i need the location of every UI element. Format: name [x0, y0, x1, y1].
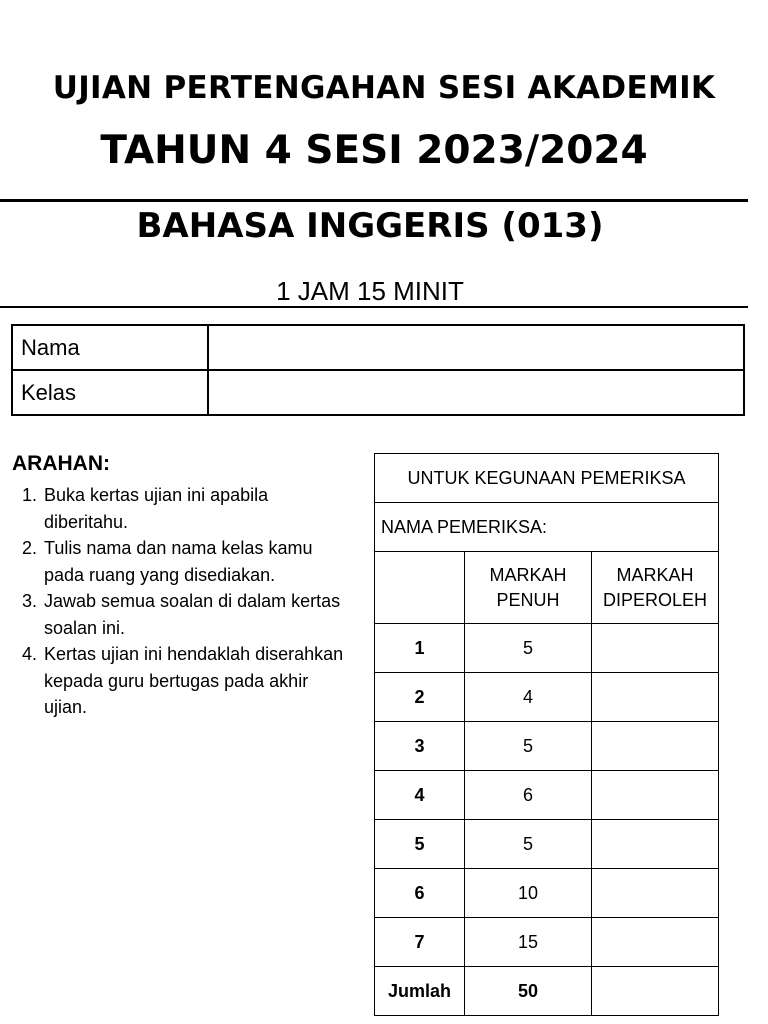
name-label: Nama: [12, 325, 208, 370]
table-row: [375, 771, 719, 820]
question-number: 1: [375, 624, 465, 673]
table-row: [375, 918, 719, 967]
examiner-table: [374, 453, 719, 1016]
full-marks: 4: [465, 673, 592, 722]
full-marks-header-line1: MARKAH: [489, 564, 567, 585]
instruction-number: 2.: [22, 538, 38, 558]
instruction-text: Kertas ujian ini hendaklah diserahkan kepada guru bertugas pada akhir ujian.: [44, 644, 344, 717]
marks-header-row: [375, 552, 719, 624]
student-info-form: [11, 324, 745, 416]
full-marks-header-line2: PENUH: [496, 589, 560, 610]
examiner-table-title-row: [375, 454, 719, 503]
full-marks: 5: [465, 820, 592, 869]
exam-duration: 1 JAM 15 MINIT: [276, 276, 464, 306]
divider-bottom: [0, 306, 748, 308]
full-marks: 10: [465, 869, 592, 918]
instruction-number: 4.: [22, 644, 38, 664]
question-number: 4: [375, 771, 465, 820]
question-number: 7: [375, 918, 465, 967]
question-number: 2: [375, 673, 465, 722]
full-marks-header: [465, 552, 592, 624]
class-label: Kelas: [12, 370, 208, 415]
full-marks: 6: [465, 771, 592, 820]
question-number: 3: [375, 722, 465, 771]
full-marks: 15: [465, 918, 592, 967]
divider-top: [0, 199, 748, 202]
table-row: [375, 624, 719, 673]
instructions-heading: ARAHAN:: [12, 452, 110, 475]
instruction-item: [12, 482, 352, 535]
instruction-item: [12, 588, 352, 641]
table-row: [375, 869, 719, 918]
obtained-marks[interactable]: [592, 869, 719, 918]
examiner-name-label: NAMA PEMERIKSA:: [375, 503, 719, 552]
table-row: [375, 673, 719, 722]
instruction-item: [12, 641, 352, 721]
obtained-marks[interactable]: [592, 820, 719, 869]
obtained-marks[interactable]: [592, 673, 719, 722]
total-row: [375, 967, 719, 1016]
table-row: [375, 820, 719, 869]
obtained-marks-header-line2: DIPEROLEH: [602, 589, 708, 610]
full-marks: 5: [465, 722, 592, 771]
instruction-number: 3.: [22, 591, 38, 611]
instruction-number: 1.: [22, 485, 38, 505]
total-label: Jumlah: [375, 967, 465, 1016]
exam-title: UJIAN PERTENGAHAN SESI AKADEMIK: [52, 70, 716, 106]
question-number: 5: [375, 820, 465, 869]
exam-year-session: TAHUN 4 SESI 2023/2024: [100, 128, 648, 173]
total-obtained-marks[interactable]: [592, 967, 719, 1016]
obtained-marks-header: [592, 552, 719, 624]
obtained-marks[interactable]: [592, 771, 719, 820]
instruction-text: Buka kertas ujian ini apabila diberitahu.: [44, 485, 269, 532]
subject-title: BAHASA INGGERIS (013): [136, 206, 604, 246]
question-column-header: [375, 552, 465, 624]
instruction-text: Tulis nama dan nama kelas kamu pada ruang yang disediakan.: [44, 538, 313, 585]
full-marks: 5: [465, 624, 592, 673]
question-number: 6: [375, 869, 465, 918]
obtained-marks-header-line1: MARKAH: [616, 564, 694, 585]
table-row: [375, 722, 719, 771]
name-row: [12, 325, 744, 370]
class-row: [12, 370, 744, 415]
examiner-name-row: [375, 503, 719, 552]
instructions-list: [12, 482, 352, 721]
examiner-table-title: UNTUK KEGUNAAN PEMERIKSA: [375, 454, 719, 503]
obtained-marks[interactable]: [592, 624, 719, 673]
instruction-text: Jawab semua soalan di dalam kertas soalan ini.: [44, 591, 341, 638]
obtained-marks[interactable]: [592, 918, 719, 967]
instruction-item: [12, 535, 352, 588]
obtained-marks[interactable]: [592, 722, 719, 771]
class-field[interactable]: [208, 370, 744, 415]
instructions: [12, 452, 352, 721]
name-field[interactable]: [208, 325, 744, 370]
total-full-marks: 50: [465, 967, 592, 1016]
